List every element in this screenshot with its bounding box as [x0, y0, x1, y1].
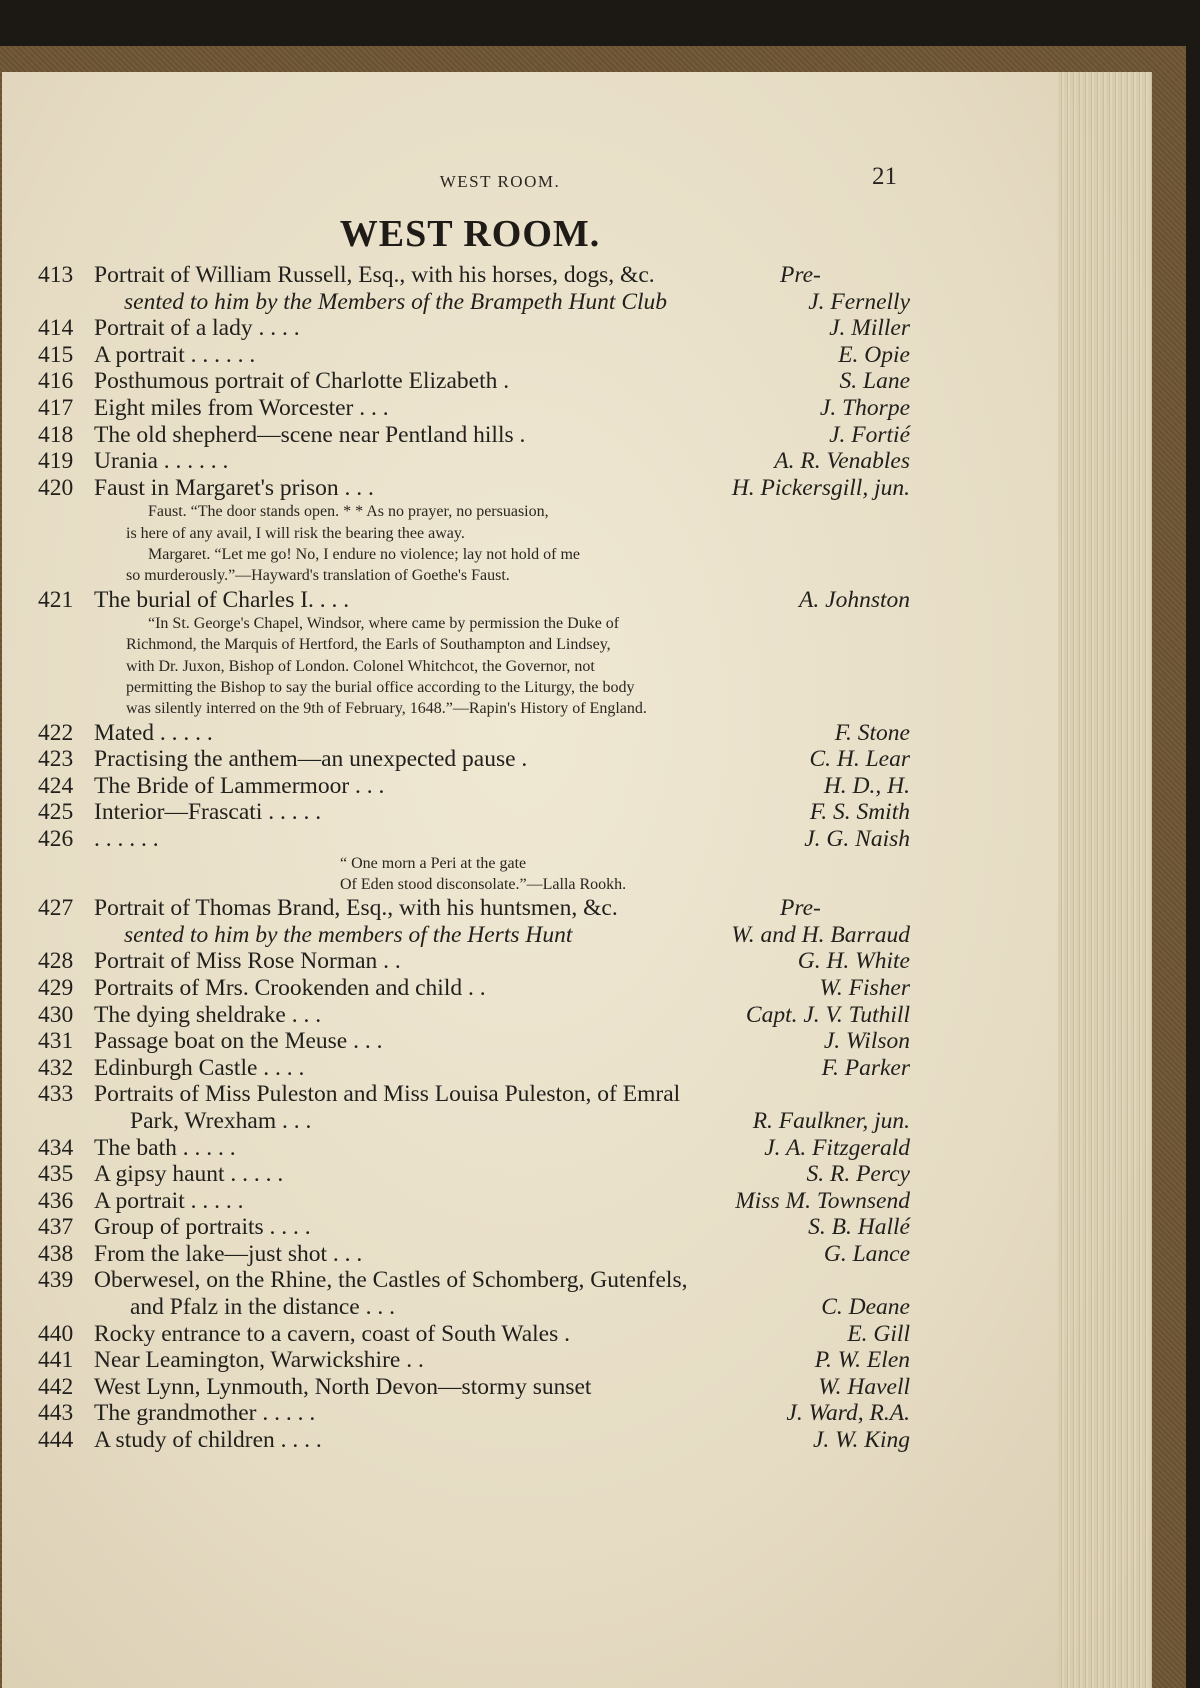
entry-artist: J. W. King [812, 1427, 910, 1454]
entry-number: 438 [38, 1240, 74, 1267]
entry-title-hyphen: Pre- [780, 262, 821, 288]
entry-number: 440 [38, 1320, 74, 1347]
entry-artist: C. Deane [821, 1294, 910, 1321]
entry-artist: G. H. White [797, 948, 910, 975]
entry-title: Portraits of Miss Puleston and Miss Louisa Puleston, of Emral [94, 1081, 681, 1108]
entry-artist: R. Faulkner, jun. [752, 1107, 910, 1134]
entry-number: 421 [38, 586, 74, 613]
entry-artist: H. D., H. [823, 772, 910, 799]
page-number: 21 [872, 163, 897, 190]
catalogue-list [0, 262, 1000, 1454]
catalogue-entry-continuation [0, 1294, 1000, 1321]
catalogue-entry [0, 948, 1000, 975]
entry-artist: E. Opie [838, 341, 910, 368]
entry-quote-line: permitting the Bishop to say the burial office according to the Liturgy, the body [126, 679, 635, 697]
entry-artist: W. Fisher [819, 974, 910, 1001]
entry-artist: P. W. Elen [814, 1347, 910, 1374]
entry-title: From the lake—just shot . . . [94, 1240, 363, 1267]
entry-title-continuation: sented to him by the members of the Herts Hunt [124, 921, 573, 948]
entry-title: Urania . . . . . . [94, 448, 229, 475]
entry-artist: J. A. Fitzgerald [764, 1134, 910, 1161]
entry-number: 427 [38, 895, 74, 922]
entry-artist: Capt. J. V. Tuthill [745, 1001, 910, 1028]
entry-quote-line: with Dr. Juxon, Bishop of London. Colonel Whitchcot, the Governor, not [126, 657, 595, 675]
entry-artist: J. G. Naish [804, 825, 910, 852]
entry-artist: F. Parker [821, 1054, 910, 1081]
entry-number: 416 [38, 368, 74, 395]
entry-number: 419 [38, 448, 74, 475]
entry-quote-line: is here of any avail, I will risk the bearing thee away. [126, 524, 465, 542]
entry-quote-line: Of Eden stood disconsolate.”—Lalla Rookh. [340, 875, 627, 893]
catalogue-entry [0, 1055, 1000, 1082]
catalogue-entry [0, 1400, 1000, 1427]
catalogue-entry [0, 395, 1000, 422]
catalogue-entry-continuation [0, 1108, 1000, 1135]
entry-title-continuation: sented to him by the Members of the Brampeth Hunt Club [124, 288, 668, 315]
catalogue-entry [0, 342, 1000, 369]
entry-artist: A. Johnston [799, 586, 910, 613]
entry-number: 442 [38, 1373, 74, 1400]
catalogue-entry [0, 448, 1000, 475]
entry-artist: S. B. Hallé [808, 1214, 910, 1241]
entry-number: 418 [38, 421, 74, 448]
entry-title: The old shepherd—scene near Pentland hills . [94, 421, 526, 448]
entry-number: 435 [38, 1161, 74, 1188]
running-head: WEST ROOM. [439, 172, 561, 191]
entry-quote-line: Faust. “The door stands open. * * As no prayer, no persuasion, [148, 503, 549, 521]
catalogue-entry [0, 1321, 1000, 1348]
catalogue-entry [0, 826, 1000, 853]
catalogue-entry [0, 1188, 1000, 1215]
catalogue-entry-continuation [0, 289, 1000, 316]
catalogue-entry [0, 1241, 1000, 1268]
entry-artist: F. Stone [834, 719, 910, 746]
entry-title-continuation: and Pfalz in the distance . . . [130, 1294, 395, 1321]
entry-title: The burial of Charles I. . . . [94, 586, 350, 613]
catalogue-entry [0, 475, 1000, 502]
entry-title: Oberwesel, on the Rhine, the Castles of Schomberg, Gutenfels, [94, 1267, 688, 1294]
entry-title: A portrait . . . . . . [94, 341, 256, 368]
entry-title: Group of portraits . . . . [94, 1214, 311, 1241]
entry-number: 433 [38, 1081, 74, 1108]
catalogue-entry [0, 262, 1000, 289]
catalogue-entry-continuation [0, 922, 1000, 949]
page-edges [1058, 72, 1152, 1688]
catalogue-entry [0, 1161, 1000, 1188]
entry-title: A study of children . . . . [94, 1427, 322, 1454]
entry-title: Mated . . . . . [94, 719, 213, 746]
entry-artist: G. Lance [823, 1240, 910, 1267]
entry-title: . . . . . . [94, 825, 159, 852]
entry-quote-line: “In St. George's Chapel, Windsor, where came by permission the Duke of [148, 615, 620, 633]
entry-title: Passage boat on the Meuse . . . [94, 1028, 383, 1055]
catalogue-entry [0, 1374, 1000, 1401]
section-title: WEST ROOM. [339, 213, 601, 255]
entry-title: West Lynn, Lynmouth, North Devon—stormy sunset [94, 1373, 592, 1400]
entry-title: Faust in Margaret's prison . . . [94, 474, 374, 501]
entry-title: Portraits of Mrs. Crookenden and child . . [94, 974, 486, 1001]
catalogue-entry [0, 746, 1000, 773]
entry-title: The Bride of Lammermoor . . . [94, 772, 385, 799]
catalogue-entry [0, 1002, 1000, 1029]
entry-artist: S. Lane [839, 368, 910, 395]
entry-quote-line: was silently interred on the 9th of February, 1648.”—Rapin's History of England. [126, 700, 647, 718]
entry-artist: J. Thorpe [819, 394, 910, 421]
catalogue-entry [0, 1267, 1000, 1294]
entry-title: Near Leamington, Warwickshire . . [94, 1347, 424, 1374]
entry-title: The grandmother . . . . . [94, 1400, 316, 1427]
entry-artist: J. Fortié [829, 421, 910, 448]
entry-number: 413 [38, 262, 74, 288]
catalogue-entry [0, 1427, 1000, 1454]
entry-artist: J. Wilson [823, 1028, 910, 1055]
entry-artist: C. H. Lear [809, 746, 910, 773]
catalogue-entry [0, 1347, 1000, 1374]
entry-title: A portrait . . . . . [94, 1187, 244, 1214]
entry-number: 432 [38, 1054, 74, 1081]
catalogue-entry [0, 1028, 1000, 1055]
entry-number: 425 [38, 799, 74, 826]
entry-title: A gipsy haunt . . . . . [94, 1161, 284, 1188]
catalogue-entry [0, 368, 1000, 395]
entry-number: 441 [38, 1347, 74, 1374]
catalogue-entry [0, 975, 1000, 1002]
entry-title: Practising the anthem—an unexpected pause . [94, 746, 528, 773]
catalogue-entry [0, 1081, 1000, 1108]
entry-title: Portrait of William Russell, Esq., with his horses, dogs, &c. [94, 262, 655, 288]
catalogue-entry [0, 773, 1000, 800]
entry-title: The bath . . . . . [94, 1134, 236, 1161]
entry-title: Eight miles from Worcester . . . [94, 394, 389, 421]
entry-number: 444 [38, 1427, 74, 1454]
entry-title-hyphen: Pre- [780, 895, 821, 922]
entry-number: 431 [38, 1028, 74, 1055]
entry-number: 423 [38, 746, 74, 773]
catalogue-entry [0, 799, 1000, 826]
entry-number: 430 [38, 1001, 74, 1028]
entry-artist: J. Ward, R.A. [786, 1400, 910, 1427]
entry-artist: E. Gill [847, 1320, 910, 1347]
entry-number: 436 [38, 1187, 74, 1214]
entry-number: 420 [38, 474, 74, 501]
entry-artist: J. Fernelly [808, 288, 910, 315]
entry-title-continuation: Park, Wrexham . . . [130, 1107, 312, 1134]
entry-title: The dying sheldrake . . . [94, 1001, 322, 1028]
catalogue-entry [0, 895, 1000, 922]
entry-number: 443 [38, 1400, 74, 1427]
entry-number: 426 [38, 825, 74, 852]
entry-quote-line: Margaret. “Let me go! No, I endure no violence; lay not hold of me [148, 545, 581, 563]
entry-quote-line: “ One morn a Peri at the gate [340, 854, 527, 872]
entry-number: 434 [38, 1134, 74, 1161]
entry-title: Portrait of Thomas Brand, Esq., with his huntsmen, &c. [94, 895, 618, 922]
entry-title: Edinburgh Castle . . . . [94, 1054, 305, 1081]
entry-artist: W. Havell [818, 1373, 910, 1400]
entry-number: 417 [38, 394, 74, 421]
entry-quote-line: Richmond, the Marquis of Hertford, the Earls of Southampton and Lindsey, [126, 636, 611, 654]
catalogue-entry [0, 720, 1000, 747]
entry-artist: Miss M. Townsend [735, 1187, 910, 1214]
entry-title: Portrait of a lady . . . . [94, 315, 300, 342]
catalogue-entry [0, 422, 1000, 449]
catalogue-entry [0, 1135, 1000, 1162]
entry-title: Interior—Frascati . . . . . [94, 799, 322, 826]
entry-title: Rocky entrance to a cavern, coast of South Wales . [94, 1320, 571, 1347]
entry-artist: F. S. Smith [809, 799, 910, 826]
entry-title: Posthumous portrait of Charlotte Elizabeth . [94, 368, 510, 395]
entry-quote-line: so murderously.”—Hayward's translation of Goethe's Faust. [126, 567, 510, 585]
entry-number: 429 [38, 974, 74, 1001]
entry-number: 422 [38, 719, 74, 746]
catalogue-entry [0, 315, 1000, 342]
entry-artist: J. Miller [829, 315, 910, 342]
entry-artist: H. Pickersgill, jun. [731, 474, 910, 501]
catalogue-entry [0, 1214, 1000, 1241]
entry-number: 414 [38, 315, 74, 342]
entry-number: 439 [38, 1267, 74, 1294]
catalogue-entry [0, 587, 1000, 614]
entry-number: 424 [38, 772, 74, 799]
entry-artist: W. and H. Barraud [731, 921, 910, 948]
entry-artist: A. R. Venables [774, 448, 910, 475]
entry-number: 415 [38, 341, 74, 368]
entry-number: 437 [38, 1214, 74, 1241]
entry-number: 428 [38, 948, 74, 975]
entry-artist: S. R. Percy [806, 1161, 910, 1188]
entry-title: Portrait of Miss Rose Norman . . [94, 948, 401, 975]
